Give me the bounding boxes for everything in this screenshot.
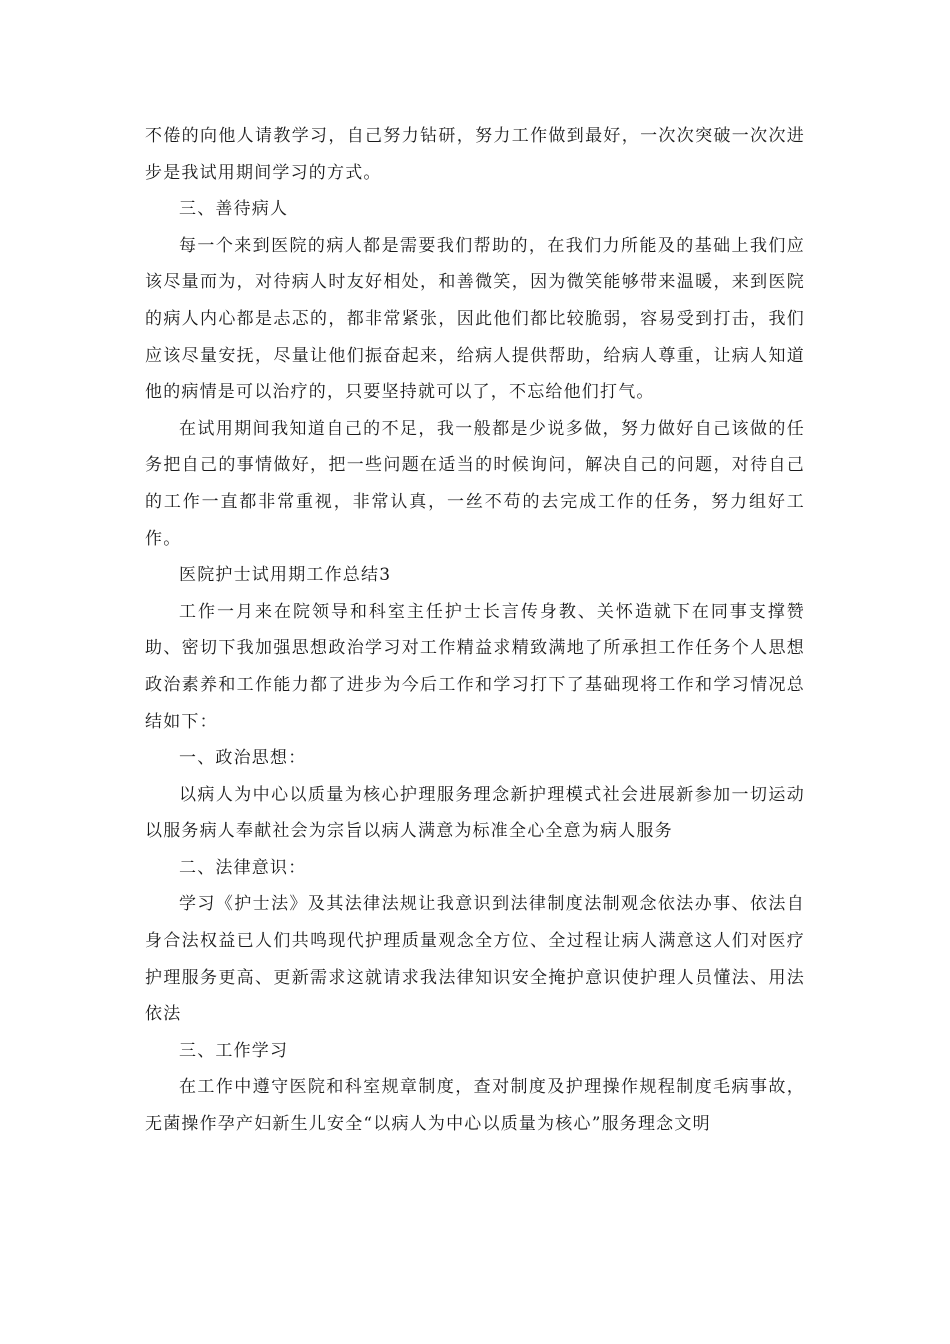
section-heading-law: 二、法律意识： xyxy=(179,857,307,878)
paragraph-continuation: 不倦的向他人请教学习，自己努力钻研，努力工作做到最好，一次次突破一次次进步是我试用期间学习的方式。 xyxy=(145,126,805,183)
document-subtitle: 医院护士试用期工作总结3 xyxy=(179,565,392,586)
paragraph: 每一个来到医院的病人都是需要我们帮助的，在我们力所能及的基础上我们应该尽量而为，对待病人时友好相处，和善微笑，因为微笑能够带来温暖，来到医院的病人内心都是忐忑的，都非常紧张，因此他们都比较脆弱，容易受到打击，我们应该尽量安抚，尽量让他们振奋起来，给病人提供帮助，给病人尊重，让病人知道他的病情是可以治疗的，只要坚持就可以了，不忘给他们打气。 xyxy=(145,235,805,403)
paragraph: 在工作中遵守医院和科室规章制度，查对制度及护理操作规程制度毛病事故，无菌操作孕产妇新生儿安全“以病人为中心以质量为核心”服务理念文明 xyxy=(145,1077,805,1135)
document-page xyxy=(145,118,805,1143)
section-heading-treat-patients: 三、善待病人 xyxy=(179,199,289,220)
paragraph: 在试用期间我知道自己的不足，我一般都是少说多做，努力做好自己该做的任务把自己的事情做好，把一些问题在适当的时候询问，解决自己的问题，对待自己的工作一直都非常重视，非常认真，一丝不苟的去完成工作的任务，努力组好工作。 xyxy=(145,418,805,549)
section-heading-politics: 一、政治思想： xyxy=(179,748,307,769)
paragraph: 工作一月来在院领导和科室主任护士长言传身教、关怀造就下在同事支撑赞助、密切下我加强思想政治学习对工作精益求精致满地了所承担工作任务个人思想政治素养和工作能力都了进步为今后工作和学习打下了基础现将工作和学习情况总结如下： xyxy=(145,601,805,732)
paragraph: 以病人为中心以质量为核心护理服务理念新护理模式社会进展新参加一切运动以服务病人奉献社会为宗旨以病人满意为标准全心全意为病人服务 xyxy=(145,784,805,842)
paragraph: 学习《护士法》及其法律法规让我意识到法律制度法制观念依法办事、依法自身合法权益已人们共鸣现代护理质量观念全方位、全过程让病人满意这人们对医疗护理服务更高、更新需求这就请求我法律知识安全掩护意识使护理人员懂法、用法依法 xyxy=(145,894,805,1025)
section-heading-work-study: 三、工作学习 xyxy=(179,1040,289,1061)
